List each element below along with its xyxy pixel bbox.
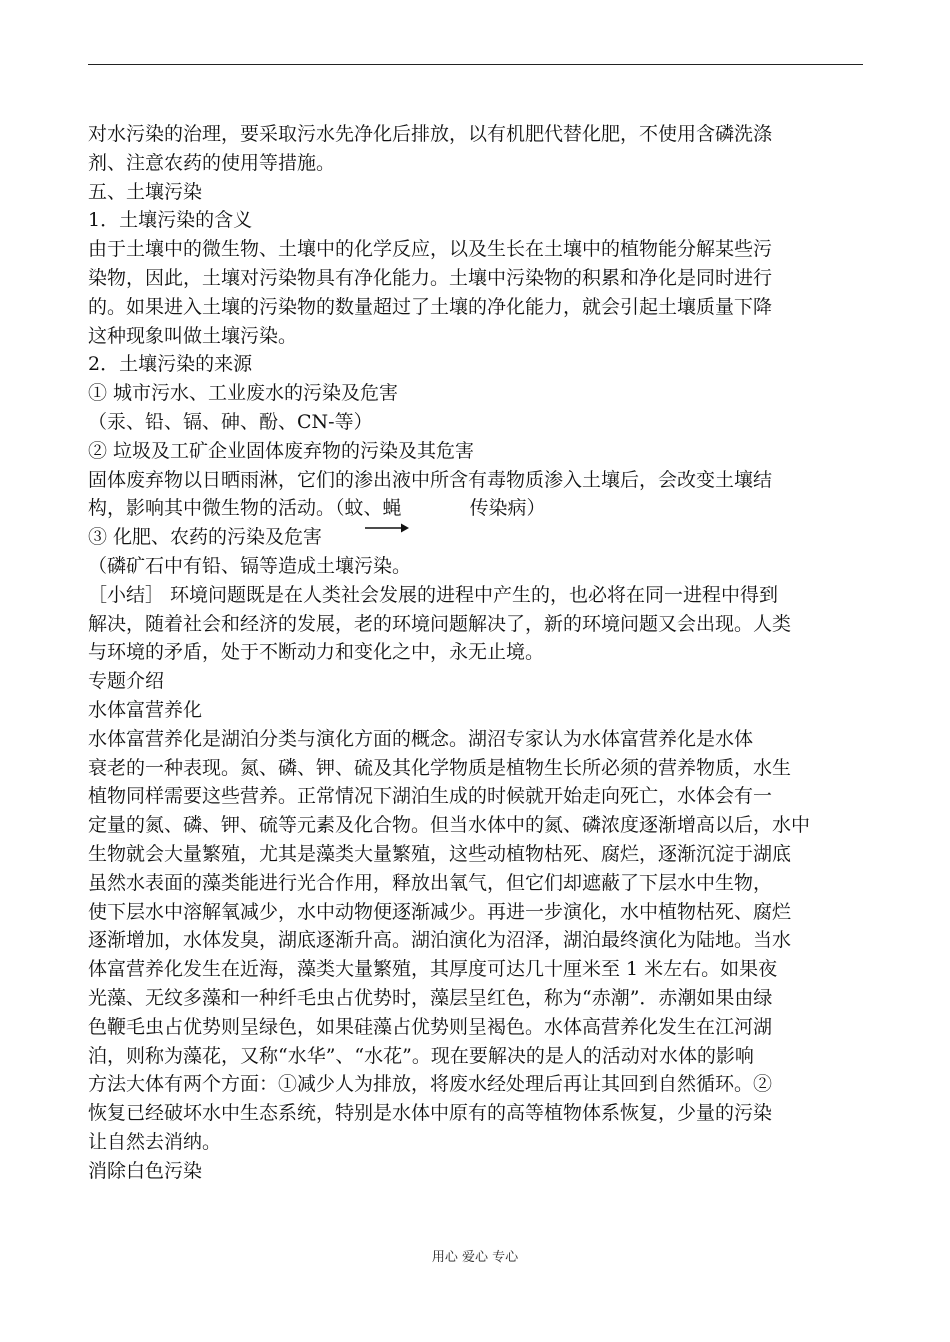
text-line: 对水污染的治理，要采取污水先净化后排放，以有机肥代替化肥，不使用含磷洗涤 [88,123,773,145]
text-line: 与环境的矛盾，处于不断动力和变化之中，永无止境。 [88,641,545,664]
text-line: 的。如果进入土壤的污染物的数量超过了土壤的净化能力，就会引起土壤质量下降 [88,295,773,318]
text-line: 使下层水中溶解氧减少，水中动物便逐渐减少。再进一步演化，水中植物枯死、腐烂 [88,900,792,923]
text-line: （汞、铅、镉、砷、酚、CN-等） [88,410,373,433]
text-line: 固体废弃物以日晒雨淋，它们的渗出液中所含有毒物质渗入土壤后，会改变土壤结 [88,468,773,491]
text-line: 恢复已经破坏水中生态系统，特别是水体中原有的高等植物体系恢复，少量的污染 [88,1102,773,1125]
list-item: ② 垃圾及工矿企业固体废弃物的污染及其危害 [88,439,475,462]
text-line: 泊，则称为藻花，又称“水华”、“水花”。现在要解决的是人的活动对水体的影响 [88,1044,754,1067]
text-line: ［小结］ 环境问题既是在人类社会发展的进程中产生的，也必将在同一进程中得到 [88,583,779,606]
page-footer: 用心 爱心 专心 [431,1250,519,1265]
text-line: 解决，随着社会和经济的发展，老的环境问题解决了，新的环境问题又会出现。人类 [88,612,792,635]
text-span: 传染病） [469,497,546,520]
text-line: 由于土壤中的微生物、土壤中的化学反应，以及生长在土壤中的植物能分解某些污 [88,238,773,261]
text-line: 植物同样需要这些营养。正常情况下湖泊生成的时候就开始走向死亡，水体会有一 [88,785,773,808]
text-line: 定量的氮、磷、钾、硫等元素及化合物。但当水体中的氮、磷浓度逐渐增高以后，水中 [88,814,811,837]
text-line: 这种现象叫做土壤污染。 [88,324,298,347]
document-body [88,120,864,1185]
header-rule [88,64,863,65]
section-heading: 五、土壤污染 [88,180,203,203]
text-line: 衰老的一种表现。氮、磷、钾、硫及其化学物质是植物生长所必须的营养物质，水生 [88,756,792,779]
text-line: 体富营养化发生在近海，藻类大量繁殖，其厚度可达几十厘米至 1 米左右。如果夜 [88,958,778,981]
text-line [88,494,864,523]
subsection-heading: 1．土壤污染的含义 [88,209,253,232]
text-line: 生物就会大量繁殖，尤其是藻类大量繁殖，这些动植物枯死、腐烂，逐渐沉淀于湖底 [88,842,792,865]
section-heading: 专题介绍 [88,670,165,693]
text-line: 逐渐增加，水体发臭，湖底逐渐升高。湖泊演化为沼泽，湖泊最终演化为陆地。当水 [88,929,792,952]
text-span: 构，影响其中微生物的活动。（蚊、蝇 [88,497,402,520]
arrow-icon [365,521,409,535]
list-item: ③ 化肥、农药的污染及危害 [88,526,323,549]
text-line: 虽然水表面的藻类能进行光合作用，释放出氧气，但它们却遮蔽了下层水中生物， [88,871,773,894]
text-line: 光藻、无纹多藻和一种纤毛虫占优势时，藻层呈红色，称为“赤潮”．赤潮如果由绿 [88,986,773,1009]
text-line: 方法大体有两个方面：①减少人为排放，将废水经处理后再让其回到自然循环。② [88,1073,773,1096]
text-line: 染物，因此，土壤对污染物具有净化能力。土壤中污染物的积累和净化是同时进行 [88,266,773,289]
text-line: 让自然去消纳。 [88,1130,222,1153]
text-line: 剂、注意农药的使用等措施。 [88,151,336,174]
text-line: 水体富营养化是湖泊分类与演化方面的概念。湖沼专家认为水体富营养化是水体 [88,727,754,750]
list-item: ① 城市污水、工业废水的污染及危害 [88,382,399,405]
subsection-heading: 消除白色污染 [88,1159,203,1182]
subsection-heading: 2．土壤污染的来源 [88,353,253,376]
subsection-heading: 水体富营养化 [88,698,203,721]
text-line: （磷矿石中有铅、镉等造成土壤污染。 [88,554,412,577]
text-line: 色鞭毛虫占优势则呈绿色，如果硅藻占优势则呈褐色。水体高营养化发生在江河湖 [88,1015,773,1038]
